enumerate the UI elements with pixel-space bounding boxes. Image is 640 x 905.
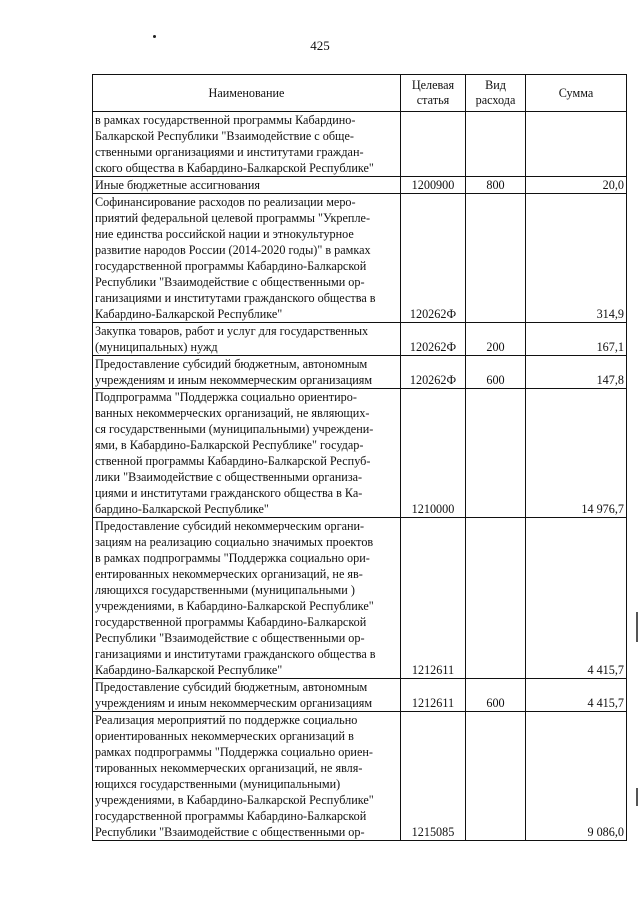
- row-sum: 20,0: [526, 177, 627, 194]
- row-code: 120262Ф: [401, 356, 466, 389]
- header-type: Вид расхода: [466, 75, 526, 112]
- row-code: 1210000: [401, 389, 466, 518]
- row-sum: 4 415,7: [526, 679, 627, 712]
- row-sum: [526, 112, 627, 177]
- row-type: 800: [466, 177, 526, 194]
- row-name: в рамках государственной программы Кабардино- Балкарской Республики "Взаимодействие с обще- ственными организациями и институтами граждан- ского общества в Кабардино-Балкарской Республике": [93, 112, 401, 177]
- row-code: [401, 112, 466, 177]
- table-row: [93, 356, 627, 389]
- row-name: Реализация мероприятий по поддержке социально ориентированных некоммерческих организаций в рамках подпрограммы "Поддержка социально ориен- тированных некоммерческих организаций, не явля- ющихся государственными (муниципальными) учреждениями, в Кабардино-Балкарской Республике" государственной программы Кабардино-Балкарской Республики "Взаимодействие с общественными ор-: [93, 712, 401, 841]
- header-name: Наименование: [93, 75, 401, 112]
- row-sum: 147,8: [526, 356, 627, 389]
- row-type: 600: [466, 679, 526, 712]
- table-row: [93, 389, 627, 518]
- row-name: Предоставление субсидий бюджетным, автономным учреждениям и иным некоммерческим организациям: [93, 679, 401, 712]
- row-sum: 9 086,0: [526, 712, 627, 841]
- row-code: 1212611: [401, 679, 466, 712]
- row-code: 120262Ф: [401, 194, 466, 323]
- table-row: [93, 518, 627, 679]
- table-row: [93, 712, 627, 841]
- row-name: Предоставление субсидий бюджетным, автономным учреждениям и иным некоммерческим организациям: [93, 356, 401, 389]
- row-code: 1200900: [401, 177, 466, 194]
- row-type: 600: [466, 356, 526, 389]
- row-type: [466, 389, 526, 518]
- row-type: [466, 518, 526, 679]
- header-code: Целевая статья: [401, 75, 466, 112]
- table-row: [93, 194, 627, 323]
- scan-edge-mark: [636, 612, 638, 642]
- page-number: 425: [310, 38, 330, 53]
- budget-table: [92, 74, 627, 841]
- row-code: 1215085: [401, 712, 466, 841]
- row-code: 120262Ф: [401, 323, 466, 356]
- row-name: Иные бюджетные ассигнования: [93, 177, 401, 194]
- row-sum: 4 415,7: [526, 518, 627, 679]
- table-header-row: [93, 75, 627, 112]
- row-code: 1212611: [401, 518, 466, 679]
- row-name: Подпрограмма "Поддержка социально ориентиро- ванных некоммерческих организаций, не являющих- ся государственными (муниципальными) учреждени- ями, в Кабардино-Балкарской Республике" государ- ственной программы Кабардино-Балкарской Респуб- лики "Взаимодействие с общественными организа- циями и институтами гражданского общества в Ка- бардино-Балкарской Республике": [93, 389, 401, 518]
- row-type: [466, 712, 526, 841]
- row-type: [466, 194, 526, 323]
- table-row: [93, 323, 627, 356]
- table-row: [93, 679, 627, 712]
- row-name: Предоставление субсидий некоммерческим органи- зациям на реализацию социально значимых проектов в рамках подпрограммы "Поддержка социально ори- ентированных некоммерческих организаций, не яв- ляющихся государственными (муниципальными ) учреждениями, в Кабардино-Балкарской Республике" государственной программы Кабардино-Балкарской Республики "Взаимодействие с общественными ор- ганизациями и институтами гражданского общества в Кабардино-Балкарской Республике": [93, 518, 401, 679]
- row-type: 200: [466, 323, 526, 356]
- row-name: Закупка товаров, работ и услуг для государственных (муниципальных) нужд: [93, 323, 401, 356]
- row-sum: 14 976,7: [526, 389, 627, 518]
- header-sum: Сумма: [526, 75, 627, 112]
- row-type: [466, 112, 526, 177]
- row-name: Софинансирование расходов по реализации меро- приятий федеральной целевой программы "Укрепле- ние единства российской нации и этнокультурное развитие народов России (2014-2020 годы)" в рамках государственной программы Кабардино-Балкарской Республики "Взаимодействие с общественными ор- ганизациями и институтами гражданского общества в Кабардино-Балкарской Республике": [93, 194, 401, 323]
- row-sum: 167,1: [526, 323, 627, 356]
- table-row: [93, 112, 627, 177]
- table-row: [93, 177, 627, 194]
- row-sum: 314,9: [526, 194, 627, 323]
- scan-edge-mark: [636, 788, 638, 806]
